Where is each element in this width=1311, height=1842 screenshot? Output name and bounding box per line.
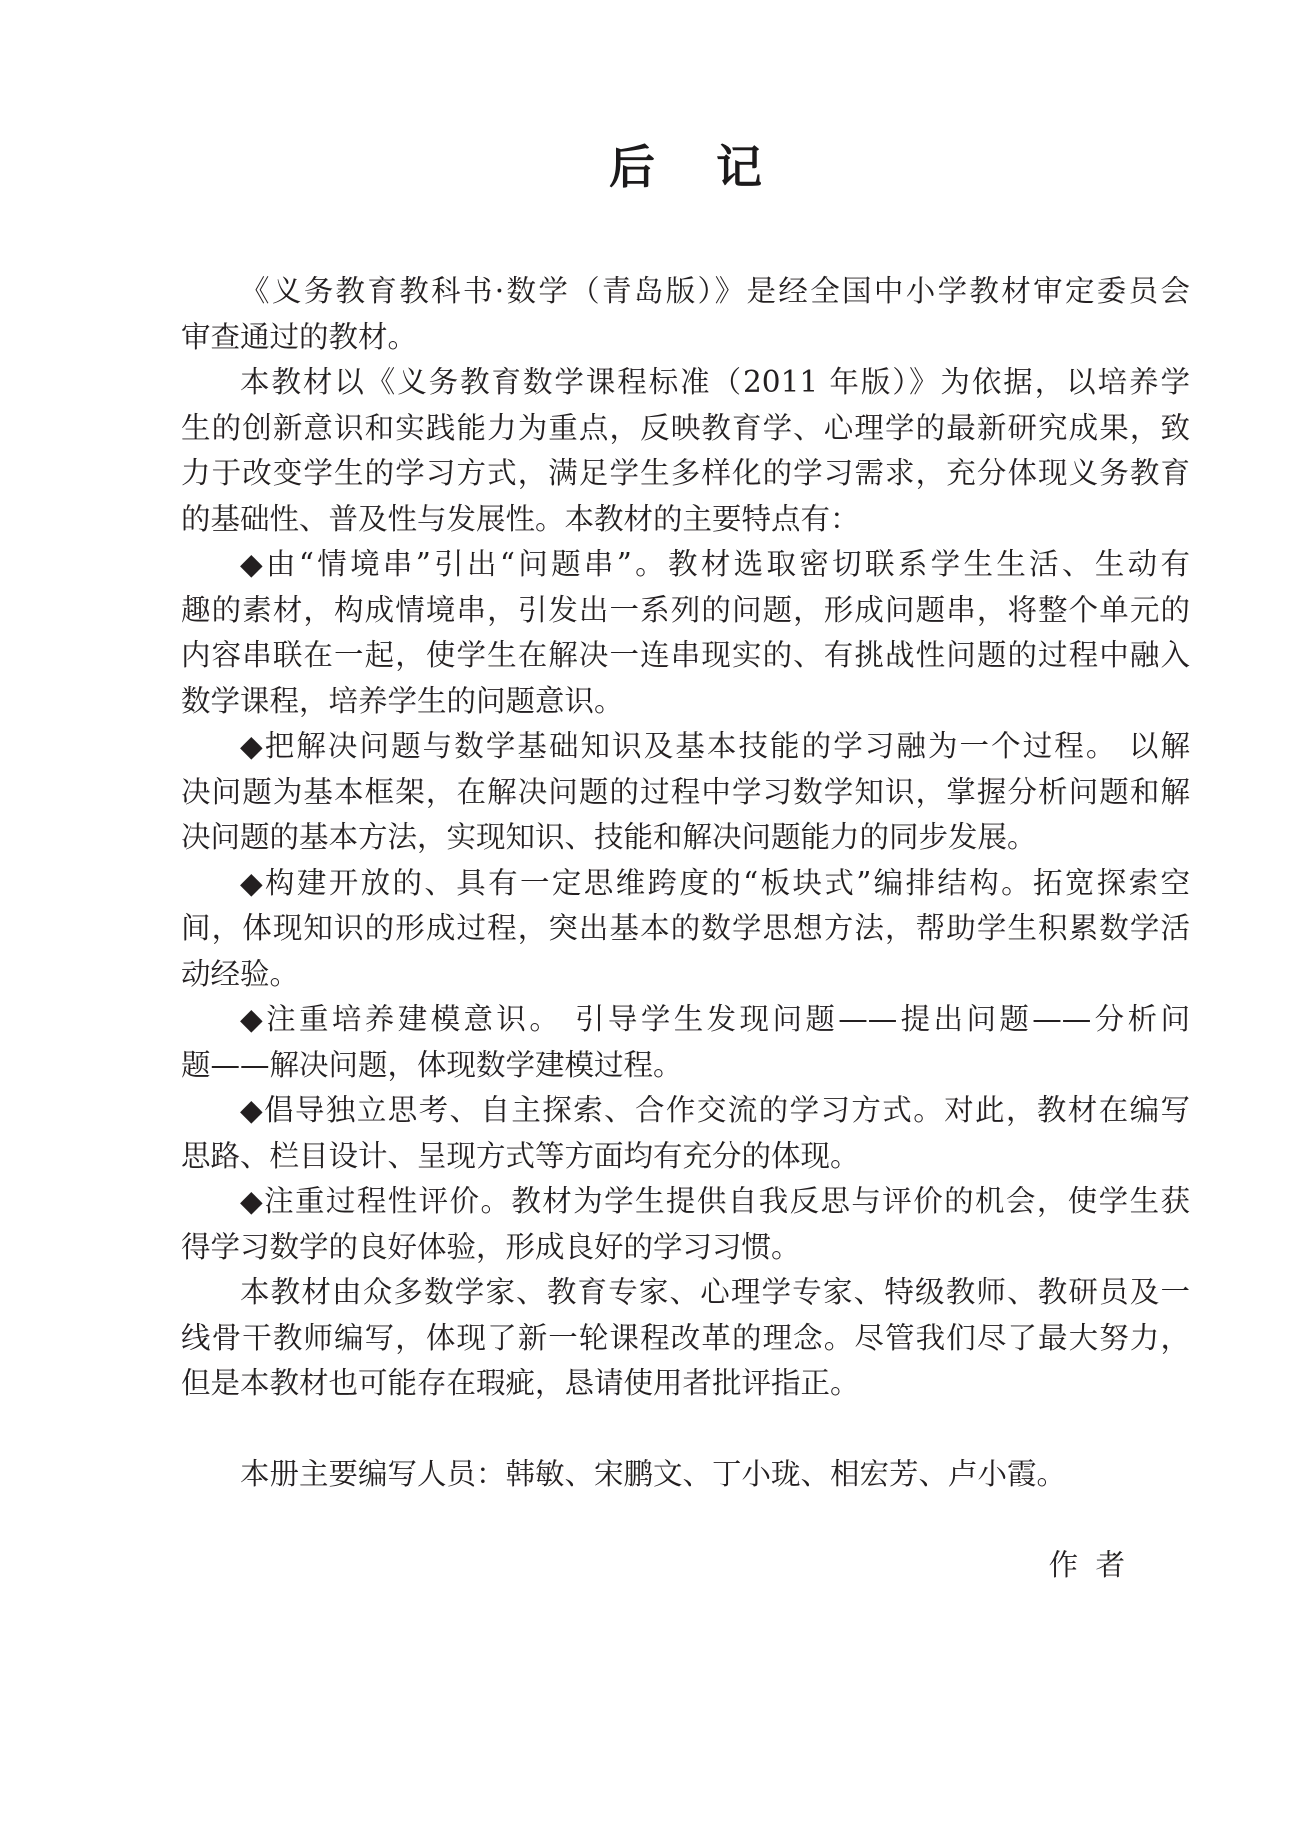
text-line: ◆倡导独立思考、自主探索、合作交流的学习方式。对此，教材在编写 [240, 1093, 1190, 1127]
text-line: 但是本教材也可能存在瑕疵，恳请使用者批评指正。 [181, 1366, 860, 1400]
paragraph-approval [181, 269, 1190, 360]
feature-item-problem-solving [181, 724, 1190, 861]
feature-item-learning-style [181, 1088, 1190, 1179]
feature-item-situation-chain [181, 542, 1190, 724]
text-line: 生的创新意识和实践能力为重点，反映教育学、心理学的最新研究成果，致 [181, 410, 1190, 445]
text-line: 决问题的基本方法，实现知识、技能和解决问题能力的同步发展。 [181, 820, 1037, 854]
feature-item-evaluation [181, 1179, 1190, 1270]
text-line: 动经验。 [181, 956, 300, 991]
text-line: 本教材以《义务教育数学课程标准（2011 年版）》为依据，以培养学 [240, 365, 1190, 399]
text-line: 内容串联在一起，使学生在解决一连串现实的、有挑战性问题的过程中融入 [181, 638, 1190, 672]
text-line: 决问题为基本框架，在解决问题的过程中学习数学知识，掌握分析问题和解 [181, 774, 1190, 809]
text-line: ◆把解决问题与数学基础知识及基本技能的学习融为一个过程。 以解 [240, 729, 1190, 763]
page-title: 后 记 [608, 140, 762, 194]
text-line: 题——解决问题，体现数学建模过程。 [181, 1047, 683, 1082]
text-line: ◆构建开放的、具有一定思维跨度的“板块式”编排结构。拓宽探索空 [240, 865, 1190, 900]
text-line: 审查通过的教材。 [181, 319, 418, 354]
editors-line: 本册主要编写人员：韩敏、宋鹏文、丁小珑、相宏芳、卢小霞。 [240, 1457, 1067, 1491]
text-line: 力于改变学生的学习方式，满足学生多样化的学习需求，充分体现义务教育 [181, 456, 1190, 490]
text-line: 间，体现知识的形成过程，突出基本的数学思想方法，帮助学生积累数学活 [181, 911, 1190, 945]
text-line: ◆注重过程性评价。教材为学生提供自我反思与评价的机会，使学生获 [240, 1184, 1190, 1218]
feature-item-block-structure [181, 861, 1190, 998]
text-line: 线骨干教师编写，体现了新一轮课程改革的理念。尽管我们尽了最大努力， [181, 1320, 1190, 1355]
text-line: 的基础性、普及性与发展性。本教材的主要特点有： [181, 501, 860, 536]
text-line: 思路、栏目设计、呈现方式等方面均有充分的体现。 [181, 1138, 860, 1173]
text-line: ◆注重培养建模意识。 引导学生发现问题——提出问题——分析问 [240, 1002, 1190, 1036]
text-line: ◆由“情境串”引出“问题串”。教材选取密切联系学生生活、生动有 [240, 547, 1190, 581]
text-line: 趣的素材，构成情境串，引发出一系列的问题，形成问题串，将整个单元的 [181, 592, 1190, 627]
afterword-body [181, 269, 1190, 1589]
text-line: 数学课程，培养学生的问题意识。 [181, 683, 624, 718]
signature: 作 者 [1048, 1548, 1125, 1582]
text-line: 本教材由众多数学家、教育专家、心理学专家、特级教师、教研员及一 [240, 1275, 1190, 1309]
paragraph-basis [181, 360, 1190, 542]
text-line: 得学习数学的良好体验，形成良好的学习习惯。 [181, 1229, 801, 1264]
text-line: 《义务教育教科书·数学（青岛版）》是经全国中小学教材审定委员会 [240, 274, 1190, 308]
paragraph-authors-note [181, 1270, 1190, 1407]
feature-item-modeling [181, 997, 1190, 1088]
